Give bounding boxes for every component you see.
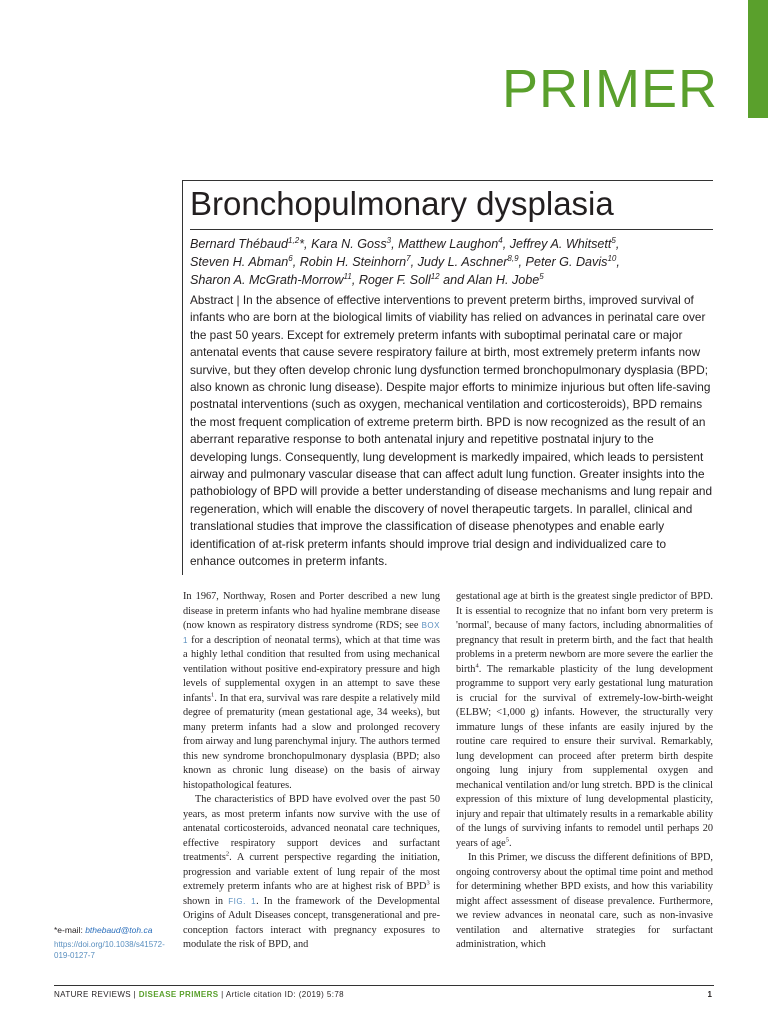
author-separator: , [391, 237, 399, 251]
paragraph: gestational age at birth is the greatest single predictor of BPD. It is essential to recognize that no infant born very preterm is 'normal', because of many factors, including abnormalities of pregnancy that result in preterm birth, and the fact that health problems in a preterm newborn are more severe the earlier the birth$^4$. The remarkable plasticity of the lung development programme to support very early gestational lung maturation is crucial for the survival of extremely-low-birth-weight (ELBW; <1,000 g) infants. However, the structurally very immature lungs of these infants are easily injured by the routine care required to ensure their survival. Remarkably, lung development can proceed after preterm birth despite ongoing lung injury from supplemental oxygen and mechanical ventilation and/or lung stretch. BPD is the clinical expression of this mixture of lung developmental plasticity, injury and repair that ultimately results in a remarkable ability of the lungs of surviving infants to remodel until perhaps 20 years of age$^5$. [456, 591, 713, 849]
affiliation-marker: 3 [386, 235, 392, 245]
author-name[interactable]: Robin H. Steinhorn [299, 255, 407, 269]
affiliation-marker: 11 [343, 271, 352, 281]
author-separator: , [292, 255, 300, 269]
affiliation-marker: 8,9 [507, 253, 519, 263]
section-label: PRIMER [501, 59, 718, 119]
abstract-label: Abstract [190, 293, 234, 307]
author-separator: , [615, 237, 620, 251]
reference-link[interactable]: 4 [475, 662, 479, 670]
reference-link[interactable]: 5 [505, 836, 509, 844]
author-name[interactable]: Kara N. Goss [311, 237, 387, 251]
page-number: 1 [707, 990, 712, 999]
title-under-rule [190, 229, 713, 230]
affiliation-marker: 5 [611, 235, 616, 245]
author-separator: , [351, 273, 359, 287]
author-name[interactable]: Judy L. Aschner [417, 255, 508, 269]
author-name[interactable]: Alan H. Jobe [467, 273, 540, 287]
author-separator: , [616, 255, 620, 269]
figure-link[interactable]: FIG. 1 [228, 896, 257, 906]
abstract-text: In the absence of effective interventions to prevent preterm births, improved survival of infants who are born at the biological limits of viability has relied on advances in perinatal care over the past 50 years. Except for extremely preterm infants with suboptimal perinatal care or major antenatal events that cause severe respiratory failure at birth, most extremely preterm infants now survive, but they often develop chronic lung dysfunction termed bronchopulmonary dysplasia (BPD; also known as chronic lung disease). Despite major efforts to minimize injurious but often life-saving postnatal interventions (such as oxygen, mechanical ventilation and corticosteroids), BPD remains the most frequent complication of extreme preterm birth. BPD is now recognized as the result of an aberrant reparative response to both antenatal injury and repetitive postnatal injury to the developing lungs. Consequently, lung development is markedly impaired, which leads to persistent airway and pulmonary vascular disease that can affect adult lung function. Greater insights into the pathobiology of BPD will provide a better understanding of disease mechanisms and lung repair and regeneration, which will enable the discovery of novel therapeutic targets. In parallel, clinical and translational studies that improve the classification of disease phenotypes and enable early identification of at-risk preterm infants should improve trial design and individualized care to enhance outcomes in preterm infants. [190, 293, 713, 569]
affiliation-marker: 7 [406, 253, 411, 263]
author-name[interactable]: Matthew Laughon [398, 237, 499, 251]
author-name[interactable]: Sharon A. McGrath-Morrow [190, 273, 344, 287]
body-column-right [456, 590, 713, 953]
author-separator: , [518, 255, 526, 269]
abstract [190, 292, 713, 571]
correspondence-email: *e-mail: bthebaud@toh.ca [54, 925, 153, 935]
author-name[interactable]: Roger F. Soll [358, 273, 431, 287]
footer-rule [54, 985, 714, 986]
paragraph: In this Primer, we discuss the different definitions of BPD, ongoing controversy about the optimal time point and method for determining whether BPD exists, and how this variability might affect assessment of disease prevalence. Furthermore, we review advances in neonatal care, such as non-invasive ventilation and alternative strategies for surfactant administration, which [456, 852, 713, 950]
author-list [190, 235, 713, 289]
series-name: DISEASE PRIMERS [138, 990, 219, 999]
author-name[interactable]: Bernard Thébaud [190, 237, 289, 251]
title-top-rule [182, 180, 713, 181]
reference-link[interactable]: 3 [426, 879, 430, 887]
affiliation-marker: 1,2 [288, 235, 300, 245]
email-link[interactable]: bthebaud@toh.ca [85, 925, 153, 935]
title-side-rule [182, 180, 183, 575]
author-separator: , [502, 237, 510, 251]
affiliation-marker: 4 [498, 235, 503, 245]
author-name[interactable]: Steven H. Abman [190, 255, 289, 269]
section-color-bar [748, 0, 768, 118]
reference-link[interactable]: 2 [225, 850, 230, 858]
article-title: Bronchopulmonary dysplasia [190, 185, 614, 222]
author-name[interactable]: Jeffrey A. Whitsett [509, 237, 612, 251]
affiliation-marker: 10 [607, 253, 617, 263]
abstract-separator: | [233, 293, 243, 307]
paragraph: In 1967, Northway, Rosen and Porter described a new lung disease in preterm infants who had hyaline membrane disease (now known as respiratory distress syndrome (RDS; see BOX 1 for a description of neonatal terms), which at that time was a highly lethal condition that resulted from using mechanical ventilation without positive end-expiratory pressure and high levels of supplemental oxygen in an attempt to save these infants$^1$. In that era, survival was rare despite a relatively mild degree of prematurity (mean gestational age, 34 weeks), but many preterm infants had a slow and prolonged recovery from airway and lung parenchymal injury. The authors termed this new syndrome bronchopulmonary dysplasia (BPD; also known as chronic lung disease) on the basis of airway histopathological features. [183, 591, 440, 791]
affiliation-marker: 5 [539, 271, 544, 281]
box-link[interactable]: BOX 1 [183, 621, 440, 645]
author-name[interactable]: Peter G. Davis [525, 255, 608, 269]
author-separator: *, [299, 237, 312, 251]
paragraph: The characteristics of BPD have evolved over the past 50 years, as most preterm infants now survive with the use of antenatal corticosteroids, advanced neonatal care techniques, effective respiratory support devices and surfactant treatments$^2$. A current perspective regarding the initiation, progression and variable extent of lung repair of the most extremely preterm infants who are at highest risk of BPD$^3$ is shown in FIG. 1. In the framework of the Developmental Origins of Adult Diseases concept, transgenerational and pre-conception factors interact with pregnancy exposures to modulate the risk of BPD, and [183, 794, 441, 950]
footer-citation: NATURE REVIEWS | DISEASE PRIMERS | Article citation ID: (2019) 5:78 [54, 990, 345, 999]
affiliation-marker: 12 [430, 271, 440, 281]
author-separator: , [410, 255, 418, 269]
affiliation-marker: 6 [288, 253, 293, 263]
reference-link[interactable]: 1 [211, 691, 215, 699]
doi-link[interactable]: https://doi.org/10.1038/s41572-019-0127-7 [54, 940, 165, 960]
author-separator: and [439, 273, 468, 287]
body-column-left [183, 590, 440, 953]
